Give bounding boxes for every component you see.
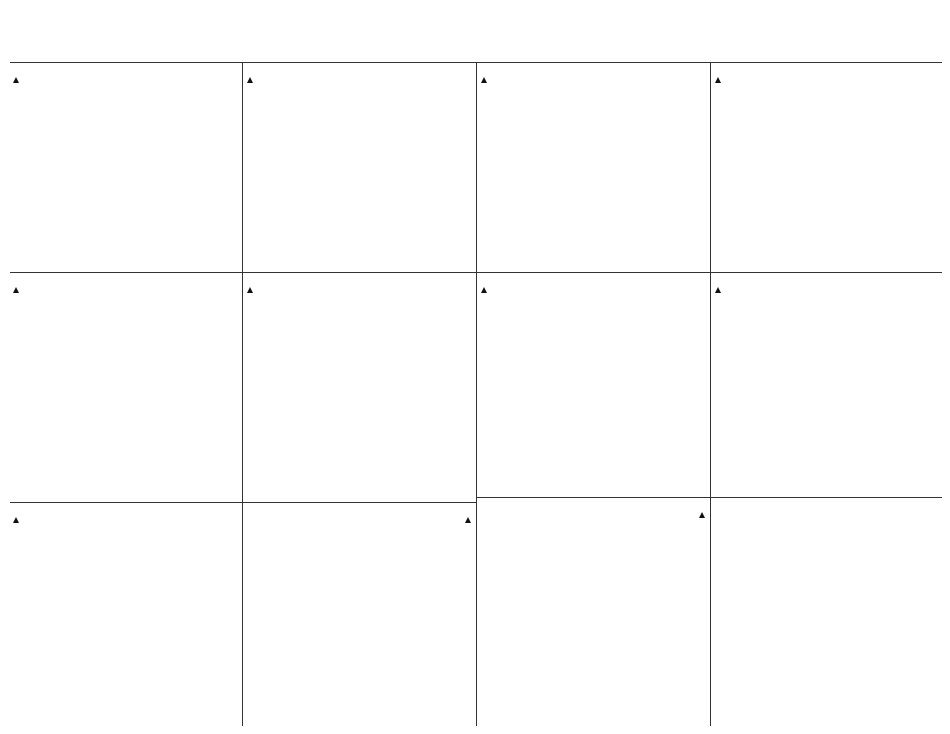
language-section [478, 274, 710, 495]
caution-heading [247, 517, 473, 525]
warning-icon [715, 77, 721, 83]
language-label [247, 276, 473, 284]
warning-icon [13, 77, 19, 83]
caution-heading [715, 77, 941, 85]
language-label [481, 66, 707, 74]
language-section [478, 64, 710, 270]
language-section [10, 64, 242, 270]
column-divider [710, 62, 711, 726]
language-section [10, 504, 242, 730]
caution-heading [13, 77, 239, 85]
warning-icon [715, 287, 721, 293]
language-section [478, 499, 710, 730]
warning-icon [481, 287, 487, 293]
language-label [13, 66, 239, 74]
language-section [712, 64, 944, 270]
language-label [247, 66, 473, 74]
warning-icon [481, 77, 487, 83]
row-divider [10, 62, 942, 63]
column-divider [476, 62, 477, 726]
warning-icon [247, 77, 253, 83]
row-divider [476, 497, 942, 498]
column-divider [242, 62, 243, 726]
language-section [244, 274, 476, 500]
language-label [481, 276, 707, 284]
warning-icon [13, 287, 19, 293]
language-label [481, 501, 707, 509]
caution-heading [247, 77, 473, 85]
caution-heading [247, 287, 473, 295]
row-divider [10, 502, 476, 503]
caution-heading [481, 77, 707, 85]
language-section [712, 274, 944, 495]
language-section [244, 64, 476, 270]
warning-icon [699, 512, 705, 518]
language-label [13, 506, 239, 514]
caution-heading [481, 512, 707, 520]
language-label [715, 276, 941, 284]
language-section [244, 504, 476, 730]
warning-icon [465, 517, 471, 523]
warning-icon [247, 287, 253, 293]
caution-heading [715, 287, 941, 295]
warning-icon [13, 517, 19, 523]
row-divider [10, 272, 942, 273]
caution-heading [13, 287, 239, 295]
language-label [715, 66, 941, 74]
language-label [13, 276, 239, 284]
caution-heading [481, 287, 707, 295]
caution-heading [13, 517, 239, 525]
language-label [247, 506, 473, 514]
language-section [10, 274, 242, 500]
page-header [0, 0, 950, 62]
